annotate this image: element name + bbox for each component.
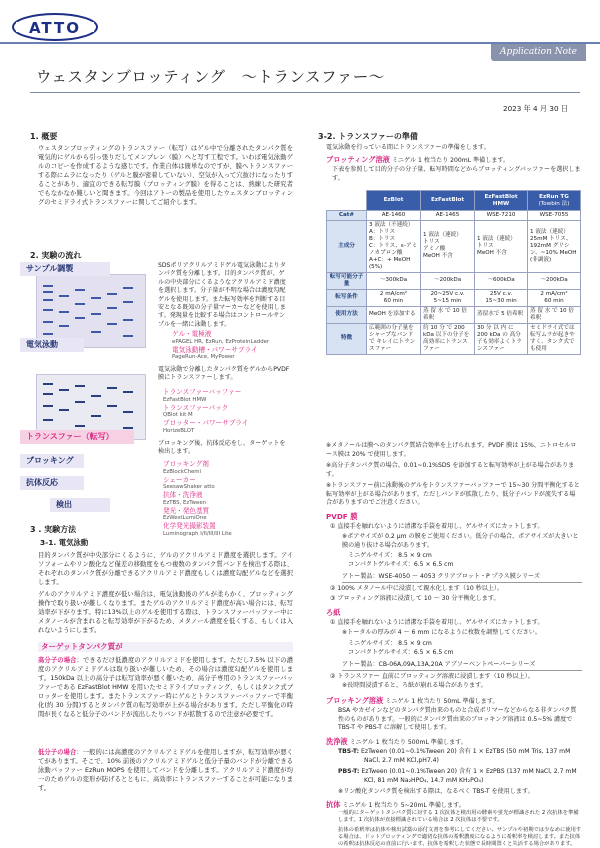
electrophoresis-para-1: 目的タンパク質が中央部分にくるように、ゲルのアクリルアミド濃度を選択します。アイソフォームやリン酸化など僅差の移動度をもつ複数のタンパク質バンドを検出する際は、それぞれのタンパク質が分離できるアクリルアミド濃度もしくは濃度勾配ゲルなどを選択します。 bbox=[38, 552, 293, 587]
target-protein-bar: ターゲットタンパク質が bbox=[38, 642, 293, 652]
filter-step-2-note: ※長時間浸漬すると、ろ紙が崩れる場合があります。 bbox=[342, 682, 487, 689]
atto-logo bbox=[12, 13, 98, 41]
tbst-text: EzTween (0.01~0.1%Tween 20) 含有 1 × EzTBS (50 mM Tris, 137 mM NaCl, 2.7 mM KCl,pH7.4) bbox=[361, 748, 571, 764]
table-cell: MeOH を添加する bbox=[367, 306, 421, 323]
table-cell: ～600kDa bbox=[475, 272, 528, 289]
buffer-table-wrap bbox=[326, 190, 581, 355]
buffer-note: 下表を参照して目的分子の分子量、転写時間などからブロッティングバッファーを選択します。 bbox=[332, 166, 581, 182]
low-mw-para bbox=[38, 748, 293, 793]
row-header: 転写可能分子量 bbox=[327, 272, 367, 289]
section-2-heading: 2. 実験の流れ bbox=[30, 251, 82, 260]
row-header: 特徴 bbox=[327, 323, 367, 354]
buffer-table bbox=[326, 190, 581, 355]
high-mw-text: ：できるだけ低濃度のアクリルアミドを使用します。ただし7.5% 以下の濃度のアクリルアミドゲルは取り扱いが難しいため、その場合は濃度勾配ゲルを使用します。150kDa 以上の高分子は転写効率が悪く難いため、高分子専用のトランスファーバッファーである EzFastBlot HMW を用いたセミドライブロッティング、もしくはタンク式ブロッターを使用します。またトランスファー時にゲルとトランスファーバッファーで平衡化(約 30 分間)するとタンパク質の転写効率が上がる場合があります。ただし平衡化の時間が長くなると低分子のバンドが流出したりバンドが拡散するので注意が必要です。 bbox=[38, 657, 293, 719]
table-cell: 25V c.v. 15~30 min bbox=[475, 289, 528, 306]
gel-product-2: PageRun-Ace, MyPower bbox=[172, 354, 235, 361]
step-sample-prep: サンプル調製 bbox=[20, 262, 110, 276]
table-cell: 20~25V c.v. 5~15 min bbox=[421, 289, 475, 306]
pvdf-step-1: ① 直接手を触れないように清潔な手袋を着用し、ゲルサイズにカットします。 bbox=[330, 523, 544, 530]
step-transfer: トランスファー（転写） bbox=[20, 430, 134, 444]
filter-products: アトー製品：CB-06A,09A,13A,20A アブソーベントペーパーシリーズ bbox=[342, 661, 582, 671]
title-rule bbox=[30, 92, 580, 93]
low-mw-text: ：一般的には高濃度のアクリルアミドゲルを使用しますが、転写効率が悪くてがあります。そこで、10% 前後のアクリルアミドゲルと低分子量のバンドが分離できる泳動バッファー EzRun MOPS を使用してバンドを分離します。アクリルアミド濃度が均一のためゲルの変形が防げるとともに、高効率にトランスファーすることが可能になります。 bbox=[38, 749, 294, 793]
pvdf-size-compact: コンパクトゲルサイズ：6.5 × 6.5 cm bbox=[348, 561, 454, 568]
pbst-text: EzTween (0.01~0.1%Tween 20) 含有 1 × EzPBS (137 mM NaCl, 2.7 mM KCl, 81 mM Na₂HPO₄, 14.7 mM KH₂PO₄) bbox=[361, 768, 577, 784]
table-cell: 30 分 以 内 に 200 kDa の 高分子も効率よくトランスファー bbox=[475, 323, 528, 354]
wash-text: ミニゲル 1 枚当たり 500mL 準備します。 bbox=[349, 739, 467, 746]
high-mw-head: 高分子の場合 bbox=[38, 657, 77, 664]
block-item-3: 抗体・洗浄液 bbox=[163, 491, 203, 500]
blocking-text: ミニゲル 1 枚当たり 50mL 準備します。 bbox=[385, 698, 499, 705]
table-cell: 広範囲の分子量を シャープなバンドで キレイにトランスファー bbox=[367, 323, 421, 354]
block-item-5: 化学発光撮影装置 bbox=[163, 522, 216, 531]
document-date: 2023 年 4 月 30 日 bbox=[503, 104, 568, 113]
pvdf-size-mini: ミニゲルサイズ： 8.5 × 9 cm bbox=[348, 552, 432, 559]
methanol-note: ※メタノールは膜へのタンパク質結合効率を上げられます。PVDF 膜は 15%、ニトロセルロース膜は 20% で使用します。 bbox=[326, 442, 577, 458]
table-cell: ～200kDa bbox=[528, 272, 581, 289]
transfer-product-1: EzFastBlot HMW bbox=[163, 396, 207, 403]
filter-size-mini: ミニゲルサイズ： 8.5 × 9 cm bbox=[348, 640, 432, 647]
row-usage bbox=[327, 306, 581, 323]
high-mw-para bbox=[38, 656, 293, 719]
table-corner bbox=[327, 191, 367, 211]
block-item-4: 発光・発色基質 bbox=[163, 506, 210, 515]
table-cell: 1 液法（連続） 25mM トリス、192mM グリシン、~10% MeOH (非調液) bbox=[528, 220, 581, 272]
table-cell: 1 液法（連続） トリス アミノ酸 MeOH 不含 bbox=[421, 220, 475, 272]
subsection-3-1: 3-1. 電気泳動 bbox=[40, 538, 89, 547]
row-header: Cat# bbox=[327, 211, 367, 221]
step-antibody: 抗体反応 bbox=[20, 476, 84, 490]
buffer-text: ミニゲル 1 枚当たり 200mL 準備します。 bbox=[391, 157, 510, 164]
pvdf-step-1-note: ※ポアサイズが 0.2 µm の膜をご使用ください。低分子の場合、ポアサイズが大きいと膜の通り抜ける場合があります。 bbox=[342, 533, 579, 549]
transfer-item-2: トランスファーパック bbox=[163, 403, 229, 412]
buffer-line bbox=[326, 155, 509, 166]
pbst-recipe bbox=[338, 768, 582, 785]
gel-item-2: 電気泳動槽・パワーサプライ bbox=[172, 345, 258, 354]
block-item-1: ブロッキング剤 bbox=[163, 460, 209, 468]
wash-head: 洗浄液 bbox=[326, 737, 348, 746]
table-cell: AE-1465 bbox=[421, 211, 475, 221]
workflow-diagram bbox=[20, 262, 160, 510]
transfer-item-1: トランスファーバッファー bbox=[163, 388, 242, 396]
col-ezblot: EzBlot bbox=[367, 191, 421, 211]
blocking-head: ブロッキング溶液 bbox=[326, 696, 384, 705]
table-cell: 1 液法（連続） トリス MeOH 不含 bbox=[475, 220, 528, 272]
application-note-badge: Application Note bbox=[491, 44, 586, 61]
table-body bbox=[327, 211, 581, 355]
antibody-para-1: 一般的にターゲットタンパク質に対する 1 次抗体と検出用の酵素や蛍光が標識された 2 次抗体を準備します。1 次抗体が直接標識されている場合は 2 次抗体は不要です。 bbox=[338, 810, 579, 823]
table-cell: 2 mA/cm² 60 min bbox=[367, 289, 421, 306]
block-product-2: SeesawShaker atto bbox=[163, 484, 215, 491]
blocking-line bbox=[326, 696, 499, 707]
logo-text: ATTO bbox=[28, 19, 82, 37]
antibody-para-2: 抗体の希釈率は抗体や検出試薬の添付文書を参考にしてください。サンプルや初期では少なめに使用する場合は、ドットブロッティングで適切な抗体の希釈濃度になるように希釈率を検討します。また抗体の希釈は抗体反応の直前に行います。抗体を希釈した状態で長時間置くと失活する場合があります。 bbox=[338, 827, 582, 847]
low-mw-head: 低分子の場合 bbox=[38, 749, 77, 756]
transfer-note: 電気泳動で分離したタンパク質をゲルからPVDF膜にトランスファーします。 bbox=[158, 366, 290, 382]
row-header: 使用方法 bbox=[327, 306, 367, 323]
table-cell: 約 10 分 で 200 kDa 以下の分子を高効率にトランスファー bbox=[421, 323, 475, 354]
table-cell: 3 液法（不連続） A：トリス B：トリス C：トリス、ε-アミノカプロン酸 A+C：+ MeOH (5%) bbox=[367, 220, 421, 272]
electrophoresis-para-2: ゲルのアクリルアミド濃度が低い場合は、電気泳動後のゲルが柔らかく、ブロッティング操作で取り扱いが難しくなります。またゲルのアクリルアミド濃度が高い場合には、転写効率が下がります。特に13%以上のゲルを使用する際は、トランスファーバッファー中にメタノールが含まれると転写効率が下がるため、メタノール濃度を低くする、もしくは入れないようにします。 bbox=[38, 591, 293, 635]
row-components bbox=[327, 220, 581, 272]
section-3-heading: 3 . 実験方法 bbox=[30, 525, 77, 534]
blocking-note: ブロッキング後、抗体反応をし、ターゲットを検出します。 bbox=[158, 440, 286, 456]
equilibration-note: ※トランスファー前に泳動後のゲルをトランスファーバッファーで 15~30 分間平衡化すると転写効率が上がる場合があります。ただしバンドが拡散したり、低分子バンドが流失する場合がありますのでご注意ください。 bbox=[326, 482, 580, 507]
pvdf-products: アトー製品：WSE-4050 ～ 4053 クリアブロット・P プラス膜シリーズ bbox=[342, 573, 582, 583]
filter-step-1-note: ※トータルの厚みが 4 ～ 6 mm になるように枚数を調整してください。 bbox=[342, 629, 541, 636]
filter-size-compact: コンパクトゲルサイズ：6.5 × 6.5 cm bbox=[348, 649, 454, 656]
filter-step-2: ② トランスファー 直前にブロッティング溶液に浸漬します（10 秒以上）。 bbox=[330, 673, 534, 680]
table-cell: ～200kDa bbox=[421, 272, 475, 289]
table-header-row bbox=[327, 191, 581, 211]
table-cell: 2 mA/cm² 60 min bbox=[528, 289, 581, 306]
gel-image bbox=[36, 274, 146, 348]
step-detection: 検出 bbox=[50, 498, 110, 512]
table-cell: ～300kDa bbox=[367, 272, 421, 289]
row-header: 主成分 bbox=[327, 220, 367, 272]
col-ezfastblot-hmw: EzFastBlot HMW bbox=[475, 191, 528, 211]
col-ezfastblot: EzFastBlot bbox=[421, 191, 475, 211]
detection-supplies bbox=[163, 460, 232, 538]
antibody-text: ミニゲル 1 枚当たり 5~20mL 準備します。 bbox=[342, 802, 465, 809]
transfer-prep-intro: 電気泳動を行っている間にトランスファーの準備をします。 bbox=[326, 144, 490, 151]
transfer-supplies bbox=[163, 388, 248, 435]
pbst-label: PBS-T: bbox=[338, 768, 360, 775]
gel-item-1: ゲル・電極液 bbox=[172, 330, 212, 338]
filter-paper-heading: ろ紙 bbox=[326, 608, 341, 617]
block-product-1: EzBlockChemi bbox=[163, 468, 202, 475]
block-product-5: Luminograph I/II/III/III Lite bbox=[163, 530, 232, 537]
row-features bbox=[327, 323, 581, 354]
table-cell: AE-1460 bbox=[367, 211, 421, 221]
step-blocking: ブロッキング bbox=[20, 454, 84, 468]
table-cell: WSE-7055 bbox=[528, 211, 581, 221]
row-cat bbox=[327, 211, 581, 221]
block-item-2: シェーカー bbox=[163, 475, 196, 484]
antibody-head: 抗体 bbox=[326, 800, 341, 809]
block-product-4: EzWestLumiOne bbox=[163, 515, 207, 522]
pvdf-heading: PVDF 膜 bbox=[326, 512, 358, 521]
buffer-head: ブロッティング溶液 bbox=[326, 155, 390, 164]
wash-note: ※リン酸化タンパク質を検出する際は、なるべく TBS-T を使用します。 bbox=[338, 788, 534, 795]
col-ezrun-tg bbox=[528, 191, 581, 211]
table-cell: セミドライ式では 転写ムラが起きやすく、タンク式でも使用 bbox=[528, 323, 581, 354]
tbst-recipe bbox=[338, 748, 582, 765]
page-title: ウェスタンブロッティング ～トランスファー～ bbox=[36, 68, 385, 86]
transfer-item-3: ブロッター・パワーサプライ bbox=[163, 419, 249, 428]
wash-line bbox=[326, 737, 467, 748]
transfer-product-3: HorizeBLOT bbox=[163, 427, 195, 434]
table-cell: WSE-7210 bbox=[475, 211, 528, 221]
transfer-product-2: QBlot kit M bbox=[163, 412, 193, 419]
step-electrophoresis: 電気泳動 bbox=[20, 338, 84, 352]
section-3-2-heading: 3-2. トランスファーの準備 bbox=[318, 132, 418, 141]
tbst-label: TBS-T: bbox=[338, 748, 360, 755]
section-1-heading: 1. 概要 bbox=[30, 132, 58, 141]
overview-text: ウェスタンブロッティングのトランスファー（転写）はゲル中で分離されたタンパク質を電気的にゲルから引っ張りだしてメンブレン（膜）へと写す工程です。いわば電気泳動ゲルのコピーを作成するような感じです。作業自体は簡単なのですが、膜へトランスファーする際にムラになったり（ゲルと膜が密着していない）、空気が入って穴抜けになったりすることがあり、適宜のできる転写膜（ブロッティング膜）を得ることは、熟練した研究者でもなかなか難しいと聞きます。今回はアトーの製品を使用したウェスタンブロッティングのセミドライ式トランスファーに関してご紹介します。 bbox=[38, 145, 293, 207]
pvdf-step-2: ② 100% メタノール中に浸漬して親水化します（10 秒以上）。 bbox=[330, 585, 504, 592]
sds-note: ※高分子タンパク質の場合、0.01~0.1%SDS を添加すると転写効率が上がる場合があります。 bbox=[326, 462, 575, 478]
table-cell: 蒸留水で 5 倍希釈 bbox=[475, 306, 528, 323]
blocking-description: BSA やカゼインなどのタンパク質由来のものと合成ポリマーなどからなる非タンパク質性のものがあります。一般的にタンパク質由来のブロッキング溶液は 0.5~5% 濃度で TBS-T や PBS-T に溶解して使用します。 bbox=[338, 707, 577, 732]
col-ezrun-tg-sub: (Towbin 法) bbox=[538, 200, 570, 207]
row-header: 転写条件 bbox=[327, 289, 367, 306]
row-mw-range bbox=[327, 272, 581, 289]
col-ezrun-tg-label: EzRun TG bbox=[539, 193, 569, 200]
gel-supplies bbox=[172, 330, 269, 361]
gel-product-1: ePAGEL HR, EzRun, EzProteinLadder bbox=[172, 338, 270, 345]
pvdf-step-3: ③ ブロッティング溶液に浸漬して 10 ～ 30 分平衡化します。 bbox=[330, 595, 500, 602]
block-product-3: EzTBS, EzTween bbox=[163, 499, 207, 506]
table-cell: 蒸 留 水 で 10 倍希釈 bbox=[528, 306, 581, 323]
sample-prep-note: SDSポリアクリルアミドゲル電気泳動によりタンパク質を分離します。目的タンパク質が、ゲルの中央部分にくるようなアクリルアミド濃度を選択します。分子量が不明な場合は濃度勾配ゲルを使用します。また転写効率を判断する目安となる既知の分子量マーカーなどを使用します。発現量を比較する場合はコントロールサンプルを一緒に泳動します。 bbox=[158, 262, 286, 328]
filter-step-1: ① 直接手を触れないように清潔な手袋を着用し、ゲルサイズにカットします。 bbox=[330, 619, 544, 626]
table-cell: 蒸 留 水 で 10 倍希釈 bbox=[421, 306, 475, 323]
row-conditions bbox=[327, 289, 581, 306]
